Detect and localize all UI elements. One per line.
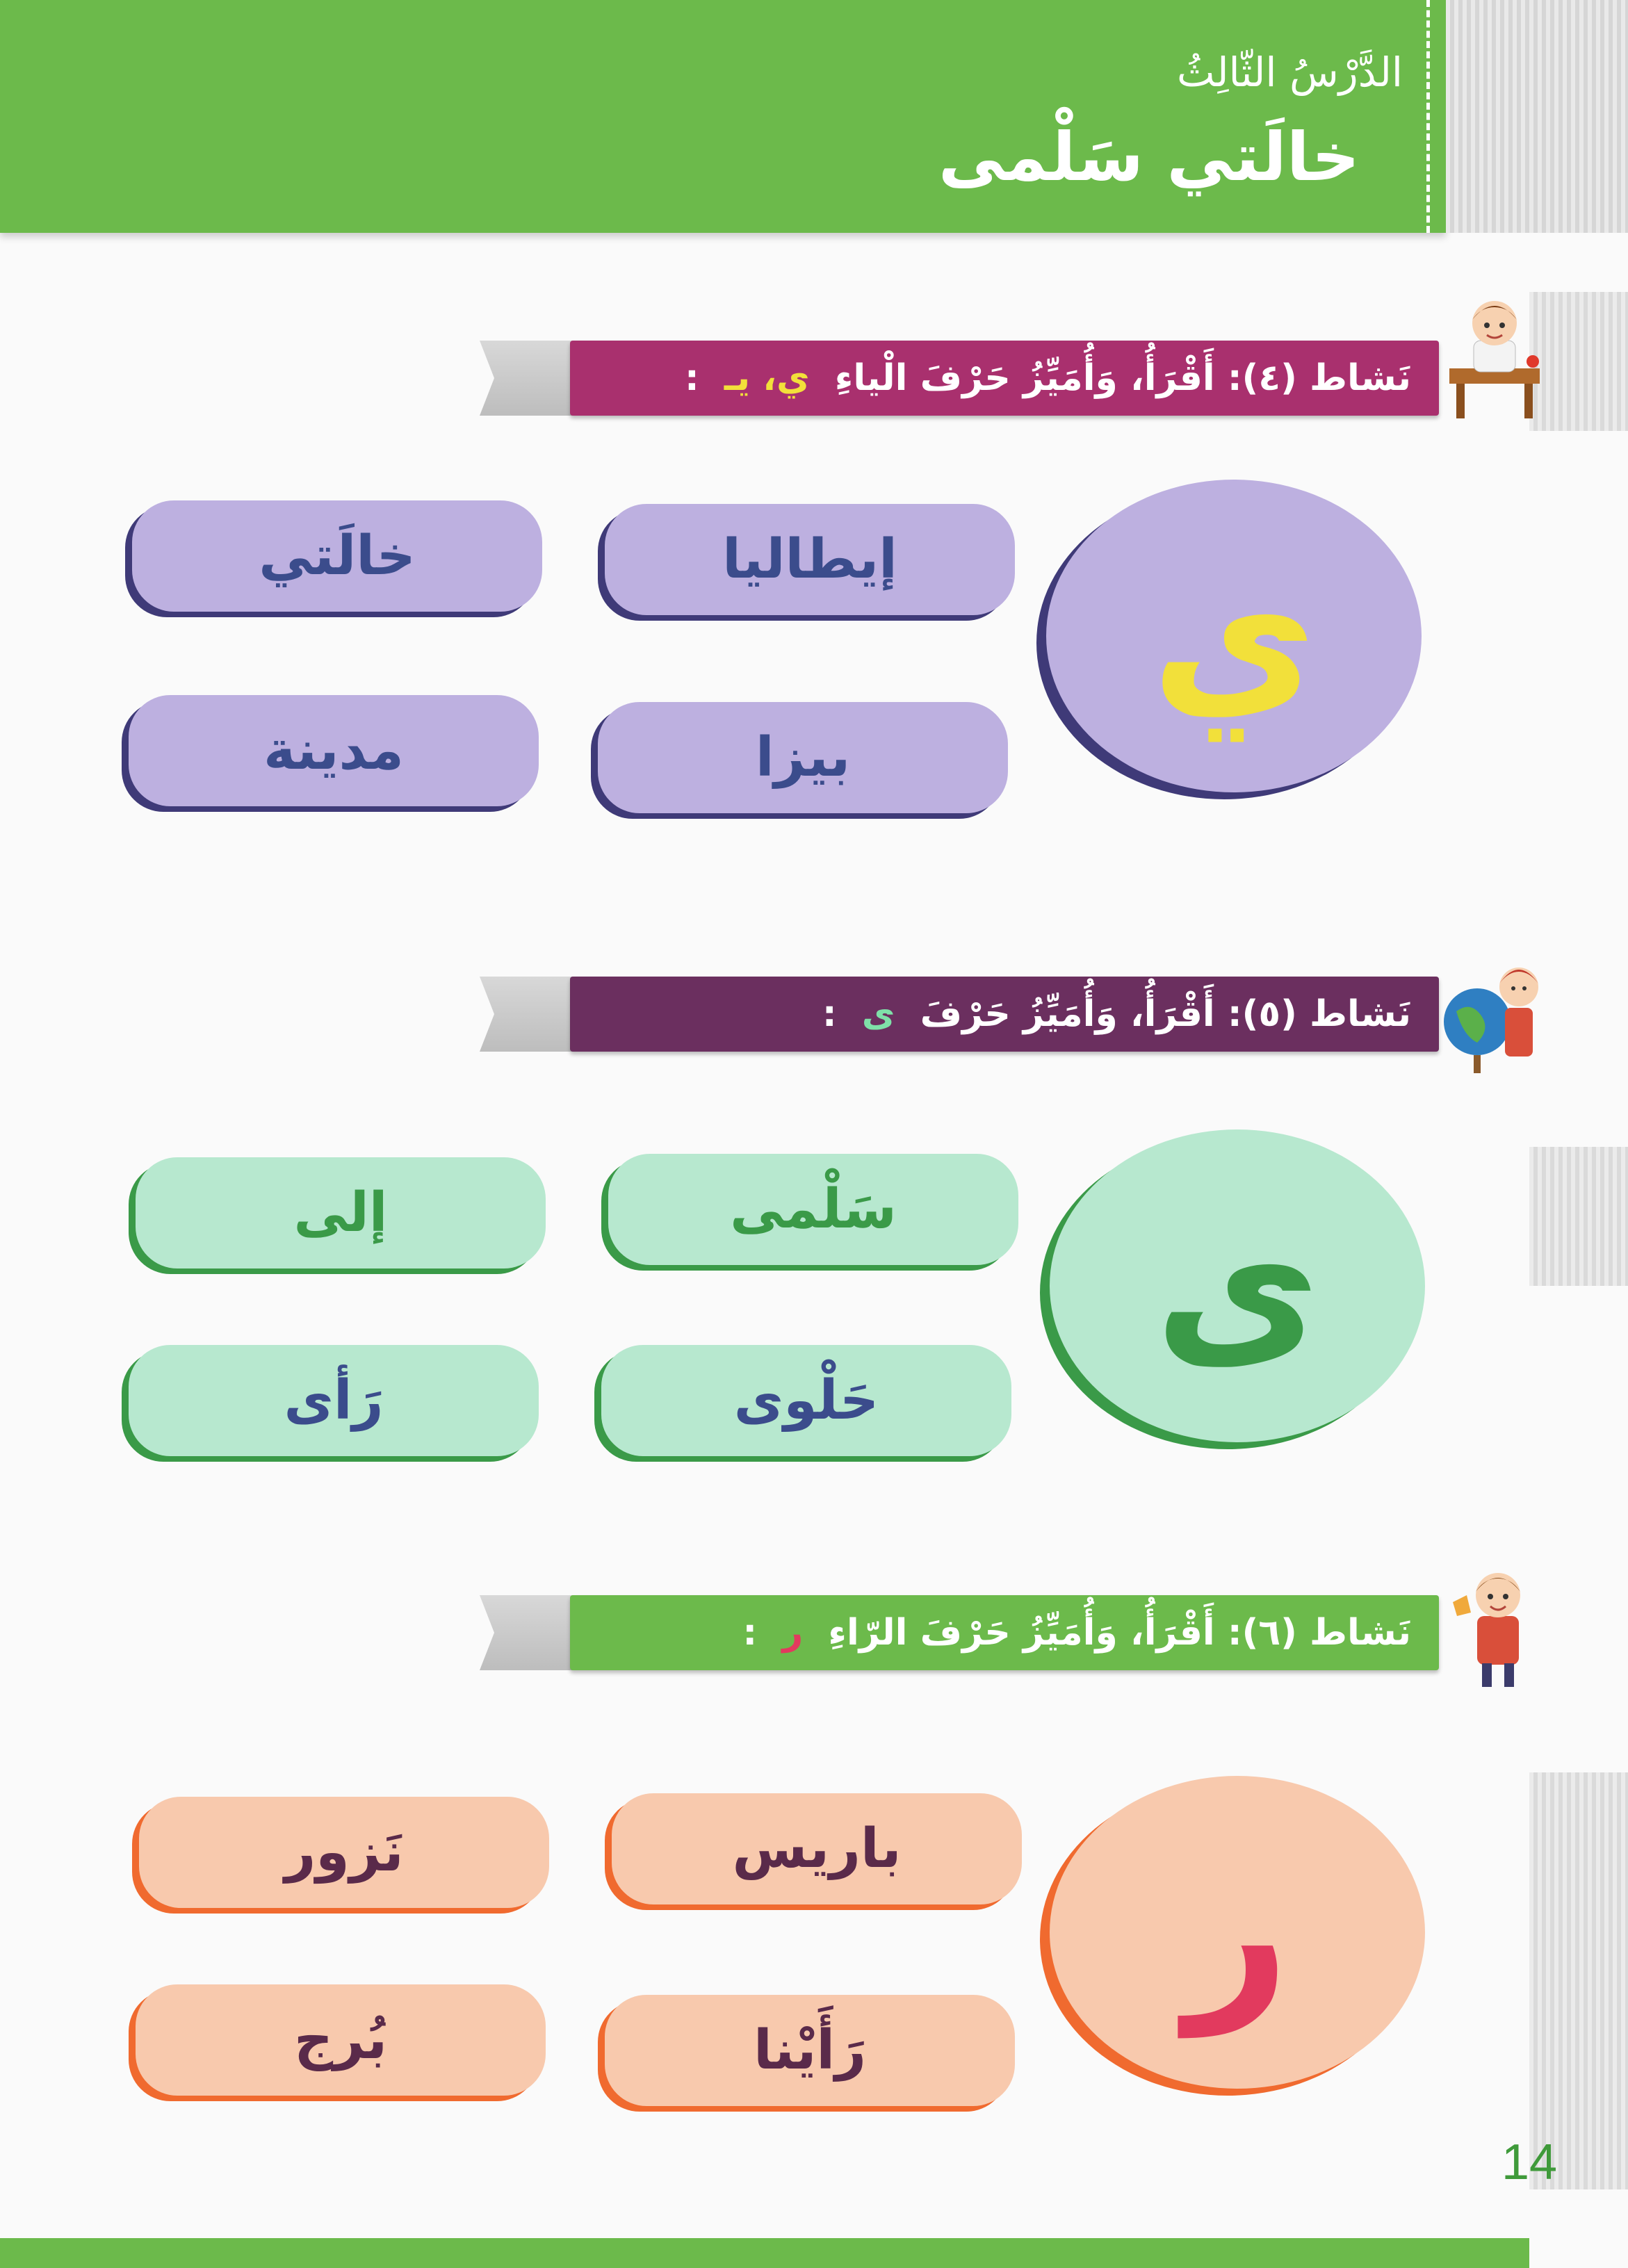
word-card: مدينة (129, 695, 539, 806)
activity-6-letter-forms: ر (782, 1612, 804, 1654)
word-card: بُرج (136, 1984, 546, 2096)
word-card: سَلْمى (608, 1154, 1018, 1265)
child-with-bell-illustration (1446, 1560, 1550, 1692)
word-card: خالَتي (132, 500, 542, 612)
activity-5-banner (480, 977, 1439, 1052)
circle-letter: ي (1150, 531, 1317, 741)
activity-4-instruction-text: نَشاط (٤): أَقْرَأُ، وَأُمَيِّزُ حَرْفَ الْياءِ (834, 357, 1411, 399)
activity-5-instruction (822, 986, 1411, 1042)
activity-4-letter-circle (1046, 480, 1422, 792)
activity-4-banner (480, 341, 1439, 416)
activity-6-instruction (742, 1605, 1411, 1661)
word-card: نَزور (139, 1797, 549, 1908)
header-dashed-divider (1426, 0, 1430, 233)
activity-6-instruction-text: نَشاط (٦): أَقْرَأُ، وَأُمَيِّزُ حَرْفَ الرّاءِ (828, 1612, 1411, 1654)
lesson-title: خالَتي سَلْمى (938, 118, 1360, 196)
lesson-header (0, 0, 1446, 233)
header-stripe-decoration (1446, 0, 1628, 233)
side-stripe-decoration (1529, 1147, 1628, 1286)
activity-6-banner (480, 1595, 1439, 1670)
word-card: إيطاليا (605, 504, 1015, 615)
activity-5-letter-forms: ى (861, 993, 895, 1035)
lesson-number: الدَّرْسُ الثّالِثُ (1176, 49, 1403, 96)
page-number: 14 (1501, 2135, 1558, 2190)
side-stripe-decoration (1529, 1772, 1628, 2189)
word-card: حَلْوى (601, 1345, 1011, 1456)
child-with-globe-illustration (1439, 945, 1543, 1077)
word-card: رَأى (129, 1345, 539, 1456)
activity-4-instruction (685, 350, 1411, 406)
activity-4-colon: : (684, 357, 699, 399)
circle-letter: ر (1185, 1827, 1289, 2037)
ribbon-tail (480, 1595, 584, 1670)
ribbon-tail (480, 341, 584, 416)
activity-4-letter-forms: ي، يـ (724, 357, 810, 399)
activity-5-instruction-text: نَشاط (٥): أَقْرَأُ، وَأُمَيِّزُ حَرْفَ (920, 993, 1411, 1035)
activity-6-colon: : (742, 1612, 758, 1654)
word-card: إلى (136, 1157, 546, 1268)
activity-5-letter-circle (1050, 1129, 1425, 1442)
word-card: بيزا (598, 702, 1008, 813)
circle-letter: ى (1154, 1181, 1321, 1391)
activity-5-colon: : (822, 993, 837, 1035)
activity-6-letter-circle (1050, 1776, 1425, 2089)
word-card: رَأَيْنا (605, 1995, 1015, 2106)
word-card: باريس (612, 1793, 1022, 1904)
student-at-desk-illustration (1442, 292, 1547, 424)
footer-bar (0, 2238, 1529, 2268)
ribbon-tail (480, 977, 584, 1052)
